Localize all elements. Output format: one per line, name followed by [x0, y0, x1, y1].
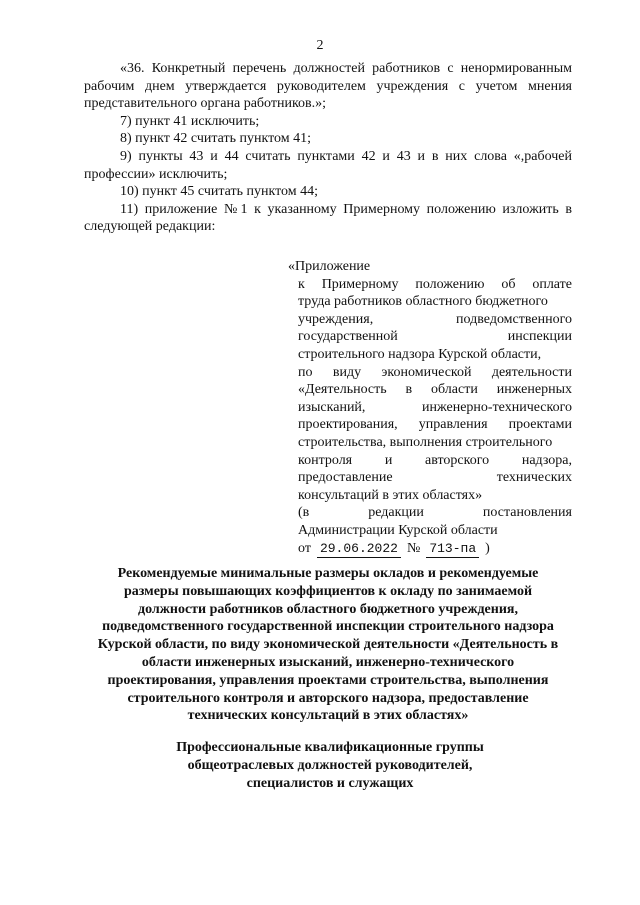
appendix-line: «Деятельность в области инженерных: [298, 382, 572, 398]
paragraph-item-9: 9) пункты 43 и 44 считать пунктами 42 и 43 и в них слова «,рабочей профессии» исключить;: [84, 148, 572, 182]
appendix-line: учреждения, подведомственного: [298, 311, 572, 327]
closing-bracket: ): [485, 540, 490, 556]
resolution-prefix: от: [298, 540, 311, 556]
section-subtitle: Профессиональные квалификационные группы общеотраслевых должностей руководителей, специалистов и служащих: [176, 740, 484, 791]
appendix-line: изысканий, инженерно-технического: [298, 399, 572, 415]
appendix-line: (в редакции постановления: [298, 505, 572, 521]
paragraph-item-11: 11) приложение №1 к указанному Примерному положению изложить в следующей редакции:: [84, 201, 572, 235]
number-sign: №: [406, 540, 421, 556]
appendix-header: [288, 258, 572, 558]
document-body: [84, 60, 572, 236]
appendix-line: «Приложение: [288, 259, 371, 274]
appendix-line: консультаций в этих областях»: [298, 487, 483, 503]
paragraph-item-7: 7) пункт 41 исключить;: [120, 113, 260, 129]
appendix-line: строительства, выполнения строительного: [298, 434, 553, 450]
appendix-line: по виду экономической деятельности: [298, 364, 572, 380]
resolution-reference: [298, 540, 572, 559]
paragraph-item-10: 10) пункт 45 считать пунктом 44;: [120, 184, 319, 200]
document-title: Рекомендуемые минимальные размеры окладов и рекомендуемые размеры повышающих коэффициентов к окладу по занимаемой должности работников областного бюджетного учреждения, подведомственного государственной инспекции строительного надзора Курской области, по виду экономической деятельности «Деятельность в области инженерных изысканий, инженерно-технического проектирования, управления проектами строительства, выполнения строительного контроля и авторского надзора, предоставление технических консультаций в этих областях»: [97, 566, 559, 724]
resolution-number: 713-па: [426, 540, 479, 559]
appendix-line: контроля и авторского надзора,: [298, 452, 572, 468]
appendix-line: проектирования, управления проектами: [298, 417, 572, 433]
appendix-line: предоставление технических: [298, 470, 572, 486]
resolution-date: 29.06.2022: [317, 540, 401, 559]
appendix-line: государственной инспекции: [298, 329, 572, 345]
appendix-line: Администрации Курской области: [298, 522, 498, 538]
appendix-line: строительного надзора Курской области,: [298, 346, 542, 362]
paragraph-item-36: «36. Конкретный перечень должностей работников с ненормированным рабочим днем утверждается руководителем учреждения с учетом мнения представительного органа работников.»;: [84, 61, 572, 112]
paragraph-item-8: 8) пункт 42 считать пунктом 41;: [120, 131, 312, 147]
appendix-line: к Примерному положению об оплате: [298, 276, 572, 292]
appendix-line: труда работников областного бюджетного: [298, 294, 548, 310]
page-number: 2: [316, 38, 324, 53]
